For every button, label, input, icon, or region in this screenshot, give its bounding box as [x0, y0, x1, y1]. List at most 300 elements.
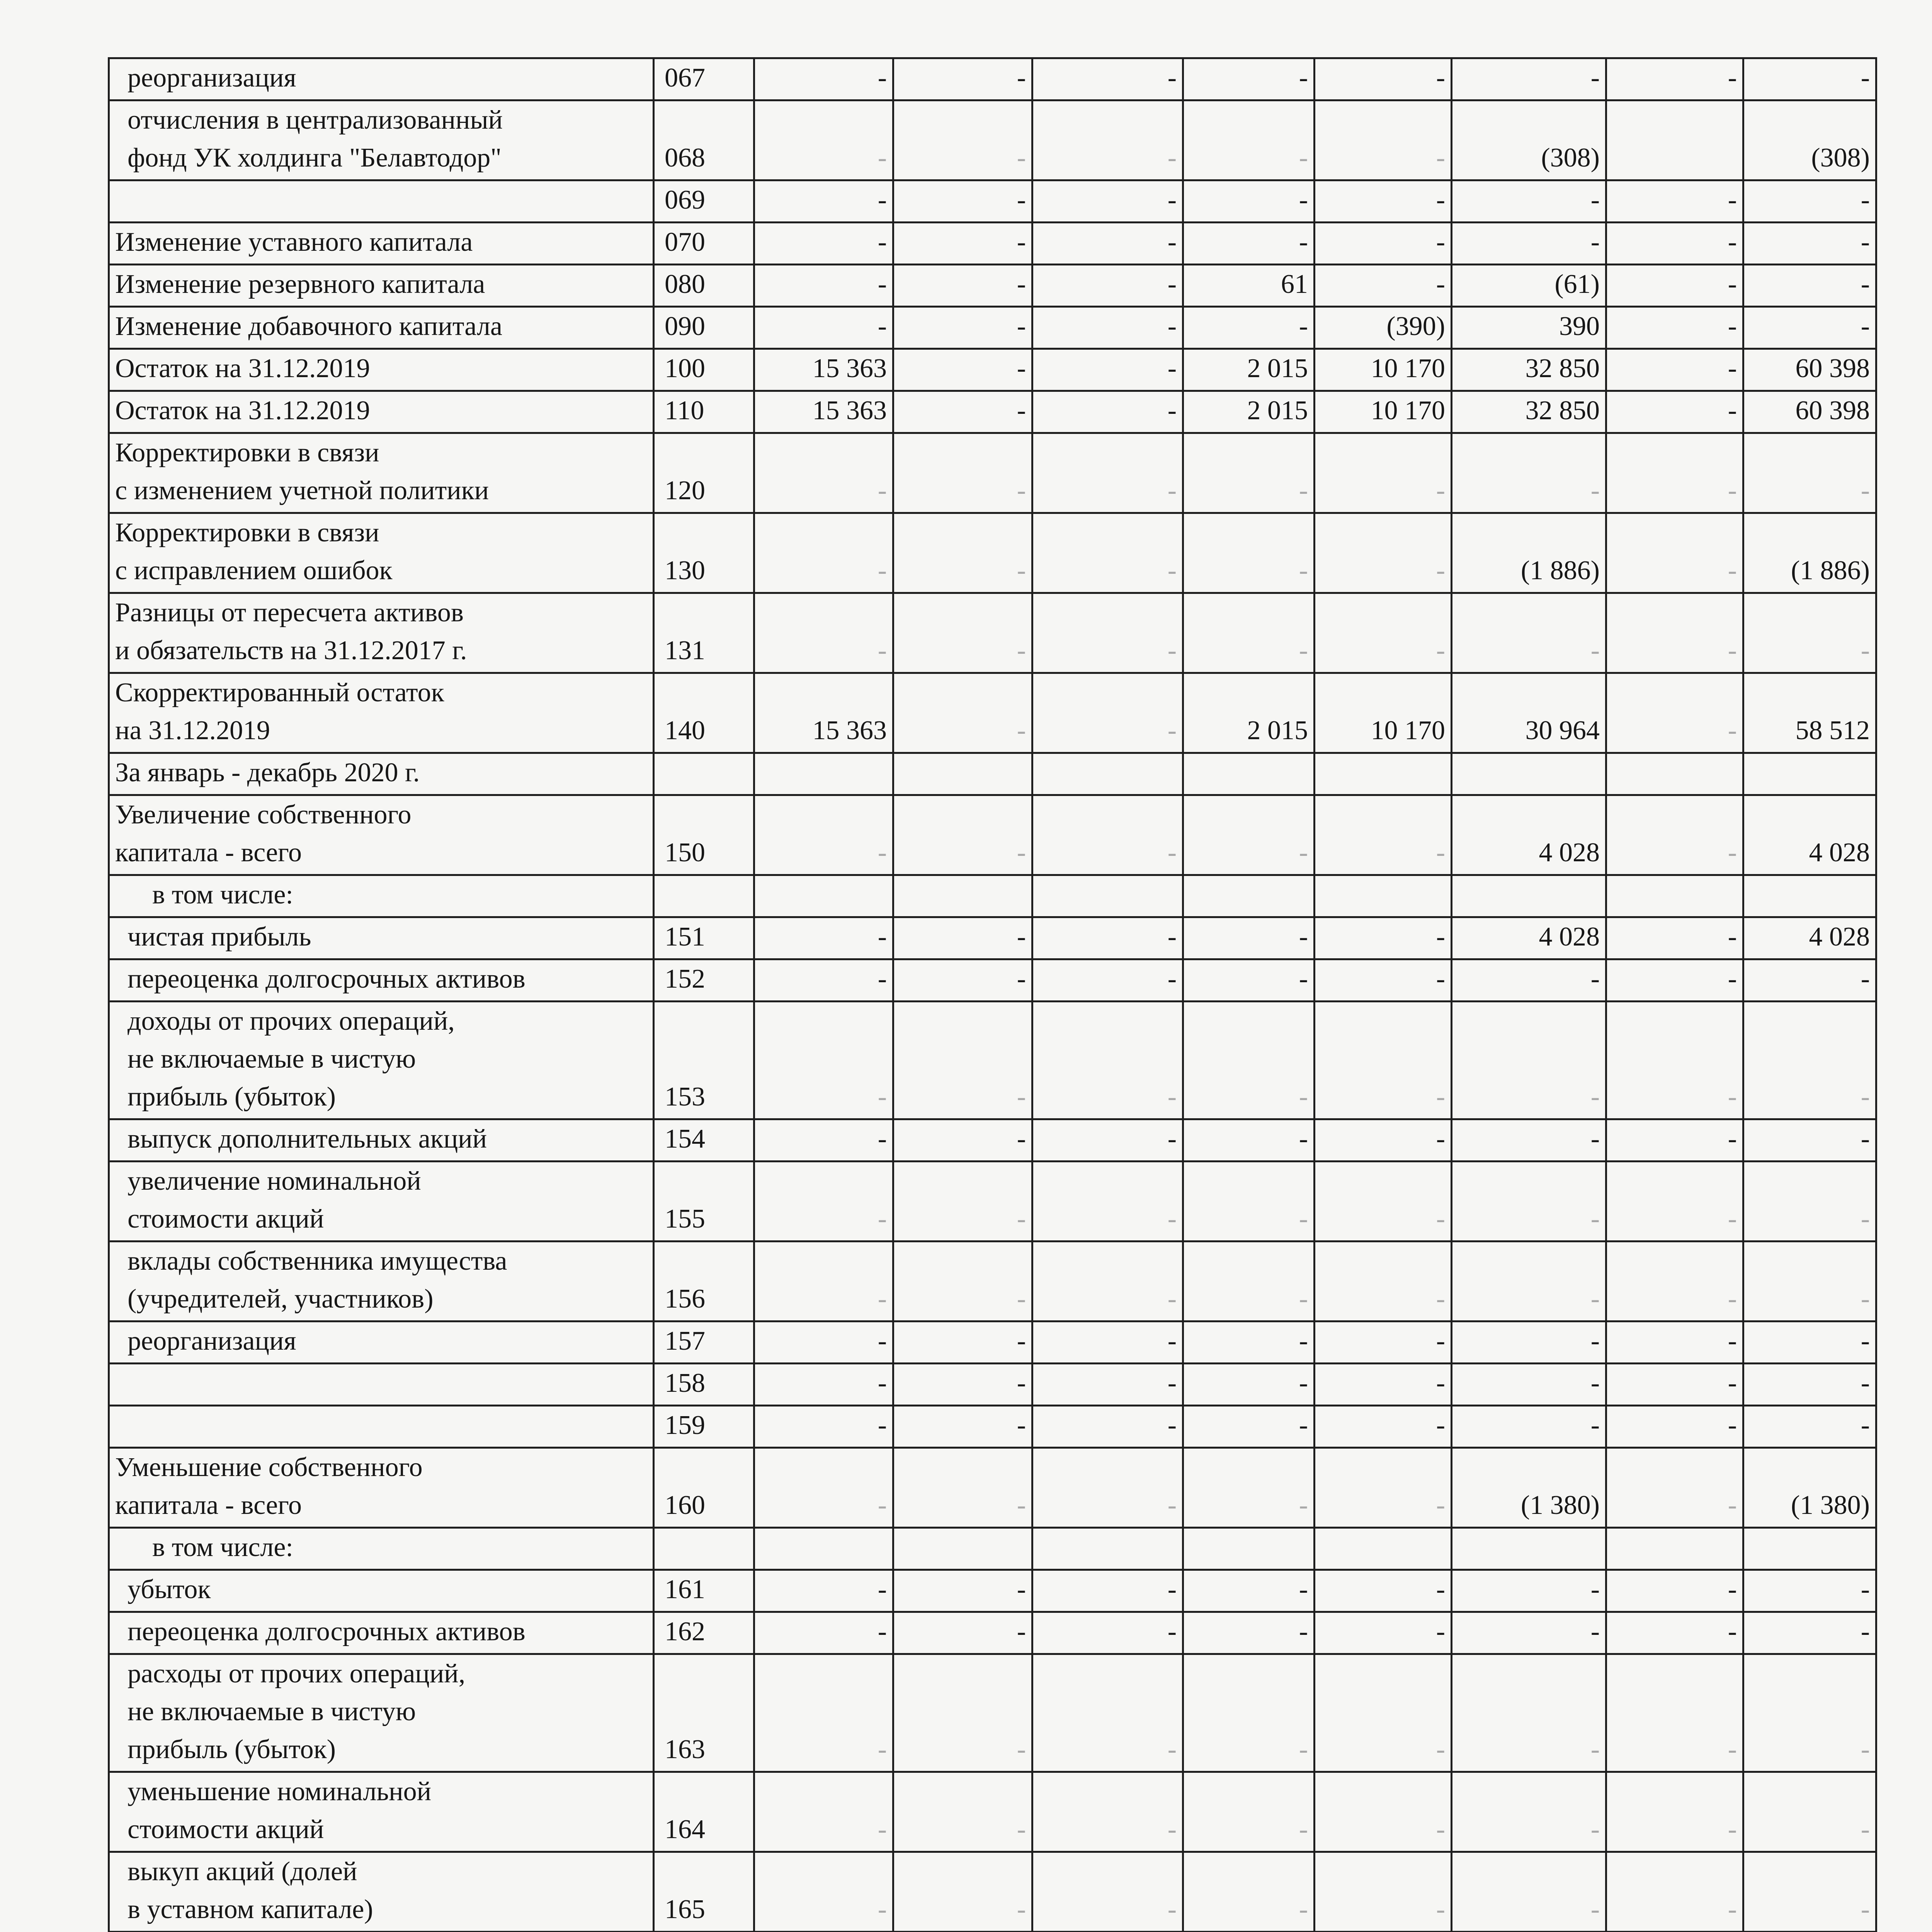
value-cell: -	[1183, 959, 1315, 1002]
value-cell: -	[893, 1119, 1032, 1162]
value-cell: 61	[1183, 265, 1315, 307]
row-code: 161	[654, 1570, 754, 1612]
value-cell: -	[893, 1162, 1032, 1242]
row-label: чистая прибыль	[109, 917, 654, 959]
row-label: За январь - декабрь 2020 г.	[109, 753, 654, 795]
row-label: Остаток на 31.12.2019	[109, 391, 654, 433]
value-cell: -	[893, 1448, 1032, 1528]
table-row	[109, 1002, 1876, 1119]
value-cell	[1743, 1528, 1876, 1570]
row-label: уменьшение номинальной стоимости акций	[109, 1772, 654, 1852]
row-label: убыток	[109, 1570, 654, 1612]
value-cell	[1183, 875, 1315, 917]
value-cell: -	[754, 917, 893, 959]
value-cell	[1183, 753, 1315, 795]
value-cell: 15 363	[754, 673, 893, 753]
value-cell: -	[754, 265, 893, 307]
value-cell: -	[754, 1119, 893, 1162]
value-cell: -	[1743, 223, 1876, 265]
table-row	[109, 1612, 1876, 1654]
value-cell: -	[1452, 58, 1606, 100]
value-cell: -	[754, 1406, 893, 1448]
value-cell	[754, 1528, 893, 1570]
value-cell: -	[1032, 1364, 1183, 1406]
value-cell: -	[754, 1321, 893, 1364]
value-cell: -	[1183, 1002, 1315, 1119]
row-code: 159	[654, 1406, 754, 1448]
value-cell: -	[1315, 593, 1452, 673]
row-label: в том числе:	[109, 875, 654, 917]
value-cell: -	[1032, 1570, 1183, 1612]
value-cell: -	[1032, 349, 1183, 391]
table-row	[109, 1654, 1876, 1772]
value-cell: -	[1606, 1612, 1743, 1654]
value-cell	[754, 875, 893, 917]
table-row	[109, 917, 1876, 959]
value-cell: -	[1606, 1162, 1743, 1242]
value-cell: -	[1452, 1002, 1606, 1119]
table-row	[109, 100, 1876, 180]
value-cell: -	[893, 1406, 1032, 1448]
row-label: вклады собственника имущества (учредителей, участников)	[109, 1242, 654, 1321]
value-cell: -	[893, 58, 1032, 100]
value-cell: -	[1743, 180, 1876, 223]
value-cell: -	[1606, 58, 1743, 100]
value-cell: -	[1452, 1364, 1606, 1406]
table-row	[109, 1528, 1876, 1570]
value-cell: -	[1452, 433, 1606, 513]
row-label: Корректировки в связи с исправлением ошибок	[109, 513, 654, 593]
value-cell: -	[1032, 1162, 1183, 1242]
value-cell: (1 380)	[1743, 1448, 1876, 1528]
value-cell: -	[1315, 1852, 1452, 1932]
value-cell	[893, 875, 1032, 917]
value-cell: -	[893, 917, 1032, 959]
value-cell: -	[1183, 1448, 1315, 1528]
value-cell: -	[754, 1364, 893, 1406]
value-cell: 15 363	[754, 391, 893, 433]
value-cell: -	[1315, 265, 1452, 307]
row-code: 110	[654, 391, 754, 433]
table-body	[109, 58, 1876, 1932]
value-cell: -	[1452, 223, 1606, 265]
row-label: выпуск дополнительных акций	[109, 1119, 654, 1162]
value-cell: -	[1606, 180, 1743, 223]
value-cell: -	[1032, 433, 1183, 513]
row-label: Изменение добавочного капитала	[109, 307, 654, 349]
value-cell: -	[1183, 795, 1315, 875]
row-code	[654, 753, 754, 795]
value-cell: -	[1743, 265, 1876, 307]
value-cell: -	[1032, 1772, 1183, 1852]
value-cell: -	[1183, 1654, 1315, 1772]
value-cell: -	[1032, 1448, 1183, 1528]
row-label: реорганизация	[109, 58, 654, 100]
table-row	[109, 1448, 1876, 1528]
row-label: в том числе:	[109, 1528, 654, 1570]
row-label: Остаток на 31.12.2019	[109, 349, 654, 391]
value-cell: -	[1743, 1119, 1876, 1162]
value-cell: -	[754, 307, 893, 349]
row-code: 155	[654, 1162, 754, 1242]
table-row	[109, 513, 1876, 593]
value-cell: -	[754, 795, 893, 875]
value-cell: -	[1743, 1364, 1876, 1406]
row-code: 090	[654, 307, 754, 349]
row-code: 163	[654, 1654, 754, 1772]
row-label: Увеличение собственного капитала - всего	[109, 795, 654, 875]
value-cell: -	[1315, 513, 1452, 593]
value-cell: -	[1606, 1002, 1743, 1119]
value-cell: -	[754, 180, 893, 223]
value-cell: -	[1183, 1242, 1315, 1321]
value-cell: 4 028	[1452, 917, 1606, 959]
value-cell: -	[1606, 307, 1743, 349]
value-cell: -	[1315, 1612, 1452, 1654]
value-cell: -	[1606, 349, 1743, 391]
value-cell: -	[1606, 1364, 1743, 1406]
value-cell: -	[1606, 223, 1743, 265]
row-label: переоценка долгосрочных активов	[109, 1612, 654, 1654]
value-cell: 10 170	[1315, 673, 1452, 753]
value-cell	[893, 753, 1032, 795]
value-cell: -	[1315, 1002, 1452, 1119]
value-cell: 30 964	[1452, 673, 1606, 753]
value-cell: -	[1315, 1654, 1452, 1772]
row-code: 153	[654, 1002, 754, 1119]
value-cell: -	[1606, 265, 1743, 307]
value-cell: -	[1032, 1119, 1183, 1162]
value-cell: (61)	[1452, 265, 1606, 307]
row-code: 154	[654, 1119, 754, 1162]
row-label	[109, 180, 654, 223]
value-cell: -	[754, 1654, 893, 1772]
value-cell: -	[1183, 917, 1315, 959]
value-cell	[1032, 875, 1183, 917]
value-cell: -	[754, 1162, 893, 1242]
value-cell: -	[1032, 1852, 1183, 1932]
value-cell: -	[1606, 917, 1743, 959]
value-cell: 10 170	[1315, 391, 1452, 433]
value-cell: -	[893, 673, 1032, 753]
row-code: 162	[654, 1612, 754, 1654]
value-cell: -	[1606, 1570, 1743, 1612]
value-cell: -	[1315, 959, 1452, 1002]
row-label: Разницы от пересчета активов и обязательств на 31.12.2017 г.	[109, 593, 654, 673]
value-cell: -	[1743, 58, 1876, 100]
table-row	[109, 795, 1876, 875]
row-code: 157	[654, 1321, 754, 1364]
value-cell: -	[1183, 513, 1315, 593]
value-cell: -	[893, 795, 1032, 875]
row-code: 150	[654, 795, 754, 875]
value-cell: -	[1032, 593, 1183, 673]
value-cell: -	[1032, 58, 1183, 100]
value-cell: -	[1452, 1321, 1606, 1364]
table-row	[109, 959, 1876, 1002]
value-cell: -	[1452, 1612, 1606, 1654]
value-cell: -	[1743, 1321, 1876, 1364]
value-cell: 60 398	[1743, 391, 1876, 433]
row-label: Изменение уставного капитала	[109, 223, 654, 265]
value-cell: -	[893, 593, 1032, 673]
value-cell: -	[1452, 1406, 1606, 1448]
value-cell: -	[1743, 1406, 1876, 1448]
value-cell	[1743, 753, 1876, 795]
value-cell: (1 380)	[1452, 1448, 1606, 1528]
row-code	[654, 875, 754, 917]
value-cell: -	[1315, 795, 1452, 875]
row-code: 068	[654, 100, 754, 180]
value-cell: -	[1743, 433, 1876, 513]
value-cell: -	[1032, 1654, 1183, 1772]
value-cell: -	[893, 307, 1032, 349]
value-cell: -	[1315, 433, 1452, 513]
value-cell: 2 015	[1183, 391, 1315, 433]
table-row	[109, 1162, 1876, 1242]
table-row	[109, 1406, 1876, 1448]
value-cell: -	[1315, 1242, 1452, 1321]
value-cell: -	[1606, 1242, 1743, 1321]
value-cell	[1452, 1528, 1606, 1570]
value-cell: 32 850	[1452, 349, 1606, 391]
value-cell: -	[1315, 1321, 1452, 1364]
value-cell: -	[754, 433, 893, 513]
value-cell: -	[1032, 391, 1183, 433]
value-cell: -	[754, 1852, 893, 1932]
value-cell: -	[754, 1570, 893, 1612]
value-cell: -	[1032, 917, 1183, 959]
value-cell	[1606, 1528, 1743, 1570]
value-cell: -	[1743, 593, 1876, 673]
row-code: 160	[654, 1448, 754, 1528]
value-cell: -	[1032, 959, 1183, 1002]
value-cell: -	[1183, 433, 1315, 513]
value-cell: -	[893, 513, 1032, 593]
table-row	[109, 1321, 1876, 1364]
value-cell: -	[1032, 795, 1183, 875]
value-cell: -	[1743, 1612, 1876, 1654]
value-cell: -	[1606, 1654, 1743, 1772]
value-cell: -	[754, 1612, 893, 1654]
value-cell	[1032, 1528, 1183, 1570]
value-cell: -	[893, 1364, 1032, 1406]
value-cell: -	[1032, 1002, 1183, 1119]
value-cell: -	[1032, 1242, 1183, 1321]
value-cell: -	[754, 959, 893, 1002]
row-label: переоценка долгосрочных активов	[109, 959, 654, 1002]
value-cell	[1183, 1528, 1315, 1570]
table-row	[109, 1119, 1876, 1162]
value-cell: (390)	[1315, 307, 1452, 349]
row-label: выкуп акций (долей в уставном капитале)	[109, 1852, 654, 1932]
value-cell: -	[1743, 307, 1876, 349]
row-code: 158	[654, 1364, 754, 1406]
value-cell: -	[1606, 433, 1743, 513]
value-cell: -	[1452, 1242, 1606, 1321]
table-row	[109, 223, 1876, 265]
value-cell: -	[1183, 100, 1315, 180]
value-cell: -	[1452, 593, 1606, 673]
value-cell: -	[893, 265, 1032, 307]
value-cell: -	[1743, 1852, 1876, 1932]
table-row	[109, 753, 1876, 795]
row-code: 070	[654, 223, 754, 265]
value-cell: -	[1315, 1448, 1452, 1528]
value-cell: -	[1315, 1570, 1452, 1612]
row-code: 080	[654, 265, 754, 307]
value-cell: 4 028	[1743, 795, 1876, 875]
value-cell: -	[893, 959, 1032, 1002]
table-row	[109, 1570, 1876, 1612]
table-row	[109, 265, 1876, 307]
table-row	[109, 593, 1876, 673]
value-cell: -	[1183, 307, 1315, 349]
row-code: 156	[654, 1242, 754, 1321]
value-cell: -	[1032, 223, 1183, 265]
value-cell: -	[1183, 1406, 1315, 1448]
value-cell: -	[754, 100, 893, 180]
value-cell: -	[1315, 100, 1452, 180]
value-cell	[1032, 753, 1183, 795]
value-cell: -	[754, 1002, 893, 1119]
table-row	[109, 673, 1876, 753]
row-code: 131	[654, 593, 754, 673]
value-cell: -	[1606, 1448, 1743, 1528]
value-cell: -	[1183, 180, 1315, 223]
value-cell: -	[1452, 1772, 1606, 1852]
value-cell: -	[893, 100, 1032, 180]
value-cell: -	[1315, 917, 1452, 959]
value-cell: -	[893, 180, 1032, 223]
value-cell: -	[893, 1242, 1032, 1321]
value-cell: -	[1183, 593, 1315, 673]
value-cell: -	[1183, 1570, 1315, 1612]
row-label	[109, 1364, 654, 1406]
value-cell: -	[893, 1570, 1032, 1612]
value-cell	[1606, 753, 1743, 795]
row-code: 140	[654, 673, 754, 753]
value-cell	[1606, 100, 1743, 180]
value-cell: -	[893, 433, 1032, 513]
row-code: 069	[654, 180, 754, 223]
value-cell: -	[1183, 223, 1315, 265]
table-row	[109, 349, 1876, 391]
value-cell: -	[1452, 180, 1606, 223]
value-cell: -	[1606, 1772, 1743, 1852]
row-label: отчисления в централизованный фонд УК холдинга "Белавтодор"	[109, 100, 654, 180]
value-cell: -	[1032, 100, 1183, 180]
table-row	[109, 433, 1876, 513]
row-label: Изменение резервного капитала	[109, 265, 654, 307]
table-row	[109, 1772, 1876, 1852]
value-cell: -	[1183, 58, 1315, 100]
value-cell: -	[893, 223, 1032, 265]
value-cell: (1 886)	[1743, 513, 1876, 593]
value-cell: -	[893, 1654, 1032, 1772]
table-row	[109, 58, 1876, 100]
value-cell: -	[1743, 1570, 1876, 1612]
value-cell: -	[1452, 1852, 1606, 1932]
value-cell: -	[1315, 180, 1452, 223]
value-cell: 4 028	[1743, 917, 1876, 959]
value-cell: 390	[1452, 307, 1606, 349]
value-cell: -	[1315, 1162, 1452, 1242]
value-cell: -	[1183, 1772, 1315, 1852]
value-cell: -	[1315, 1364, 1452, 1406]
value-cell: -	[1452, 1654, 1606, 1772]
value-cell: -	[754, 513, 893, 593]
value-cell: -	[1032, 265, 1183, 307]
row-code: 100	[654, 349, 754, 391]
value-cell: -	[754, 1448, 893, 1528]
value-cell: -	[893, 349, 1032, 391]
value-cell: -	[893, 1772, 1032, 1852]
value-cell	[1315, 1528, 1452, 1570]
value-cell: -	[1315, 223, 1452, 265]
value-cell: -	[1606, 1321, 1743, 1364]
value-cell: -	[1032, 1612, 1183, 1654]
table-row	[109, 1852, 1876, 1932]
row-code: 120	[654, 433, 754, 513]
value-cell: -	[1032, 513, 1183, 593]
equity-changes-table	[108, 57, 1877, 1932]
value-cell: -	[1743, 1162, 1876, 1242]
value-cell: 2 015	[1183, 673, 1315, 753]
value-cell: -	[1606, 1852, 1743, 1932]
table-row	[109, 875, 1876, 917]
value-cell: -	[1743, 1242, 1876, 1321]
value-cell: -	[1606, 1119, 1743, 1162]
value-cell: 4 028	[1452, 795, 1606, 875]
value-cell: (308)	[1743, 100, 1876, 180]
value-cell: -	[1183, 1364, 1315, 1406]
value-cell	[1743, 875, 1876, 917]
value-cell: -	[1032, 1406, 1183, 1448]
value-cell: -	[754, 223, 893, 265]
row-code: 164	[654, 1772, 754, 1852]
value-cell	[754, 753, 893, 795]
value-cell	[1452, 875, 1606, 917]
value-cell: -	[1315, 58, 1452, 100]
value-cell: (308)	[1452, 100, 1606, 180]
row-label: Уменьшение собственного капитала - всего	[109, 1448, 654, 1528]
value-cell: -	[754, 593, 893, 673]
table-row	[109, 1242, 1876, 1321]
value-cell: -	[1315, 1119, 1452, 1162]
value-cell: 2 015	[1183, 349, 1315, 391]
table-row	[109, 307, 1876, 349]
value-cell: 60 398	[1743, 349, 1876, 391]
value-cell: 32 850	[1452, 391, 1606, 433]
value-cell: -	[754, 1242, 893, 1321]
row-label: увеличение номинальной стоимости акций	[109, 1162, 654, 1242]
value-cell: -	[754, 1772, 893, 1852]
table-row	[109, 180, 1876, 223]
row-label: Корректировки в связи с изменением учетной политики	[109, 433, 654, 513]
value-cell: -	[754, 58, 893, 100]
value-cell: -	[1606, 673, 1743, 753]
value-cell: -	[1606, 959, 1743, 1002]
row-code: 067	[654, 58, 754, 100]
value-cell: -	[1606, 593, 1743, 673]
value-cell: -	[1183, 1612, 1315, 1654]
value-cell: -	[1743, 1654, 1876, 1772]
value-cell: 58 512	[1743, 673, 1876, 753]
row-label: Скорректированный остаток на 31.12.2019	[109, 673, 654, 753]
row-code: 165	[654, 1852, 754, 1932]
value-cell	[893, 1528, 1032, 1570]
